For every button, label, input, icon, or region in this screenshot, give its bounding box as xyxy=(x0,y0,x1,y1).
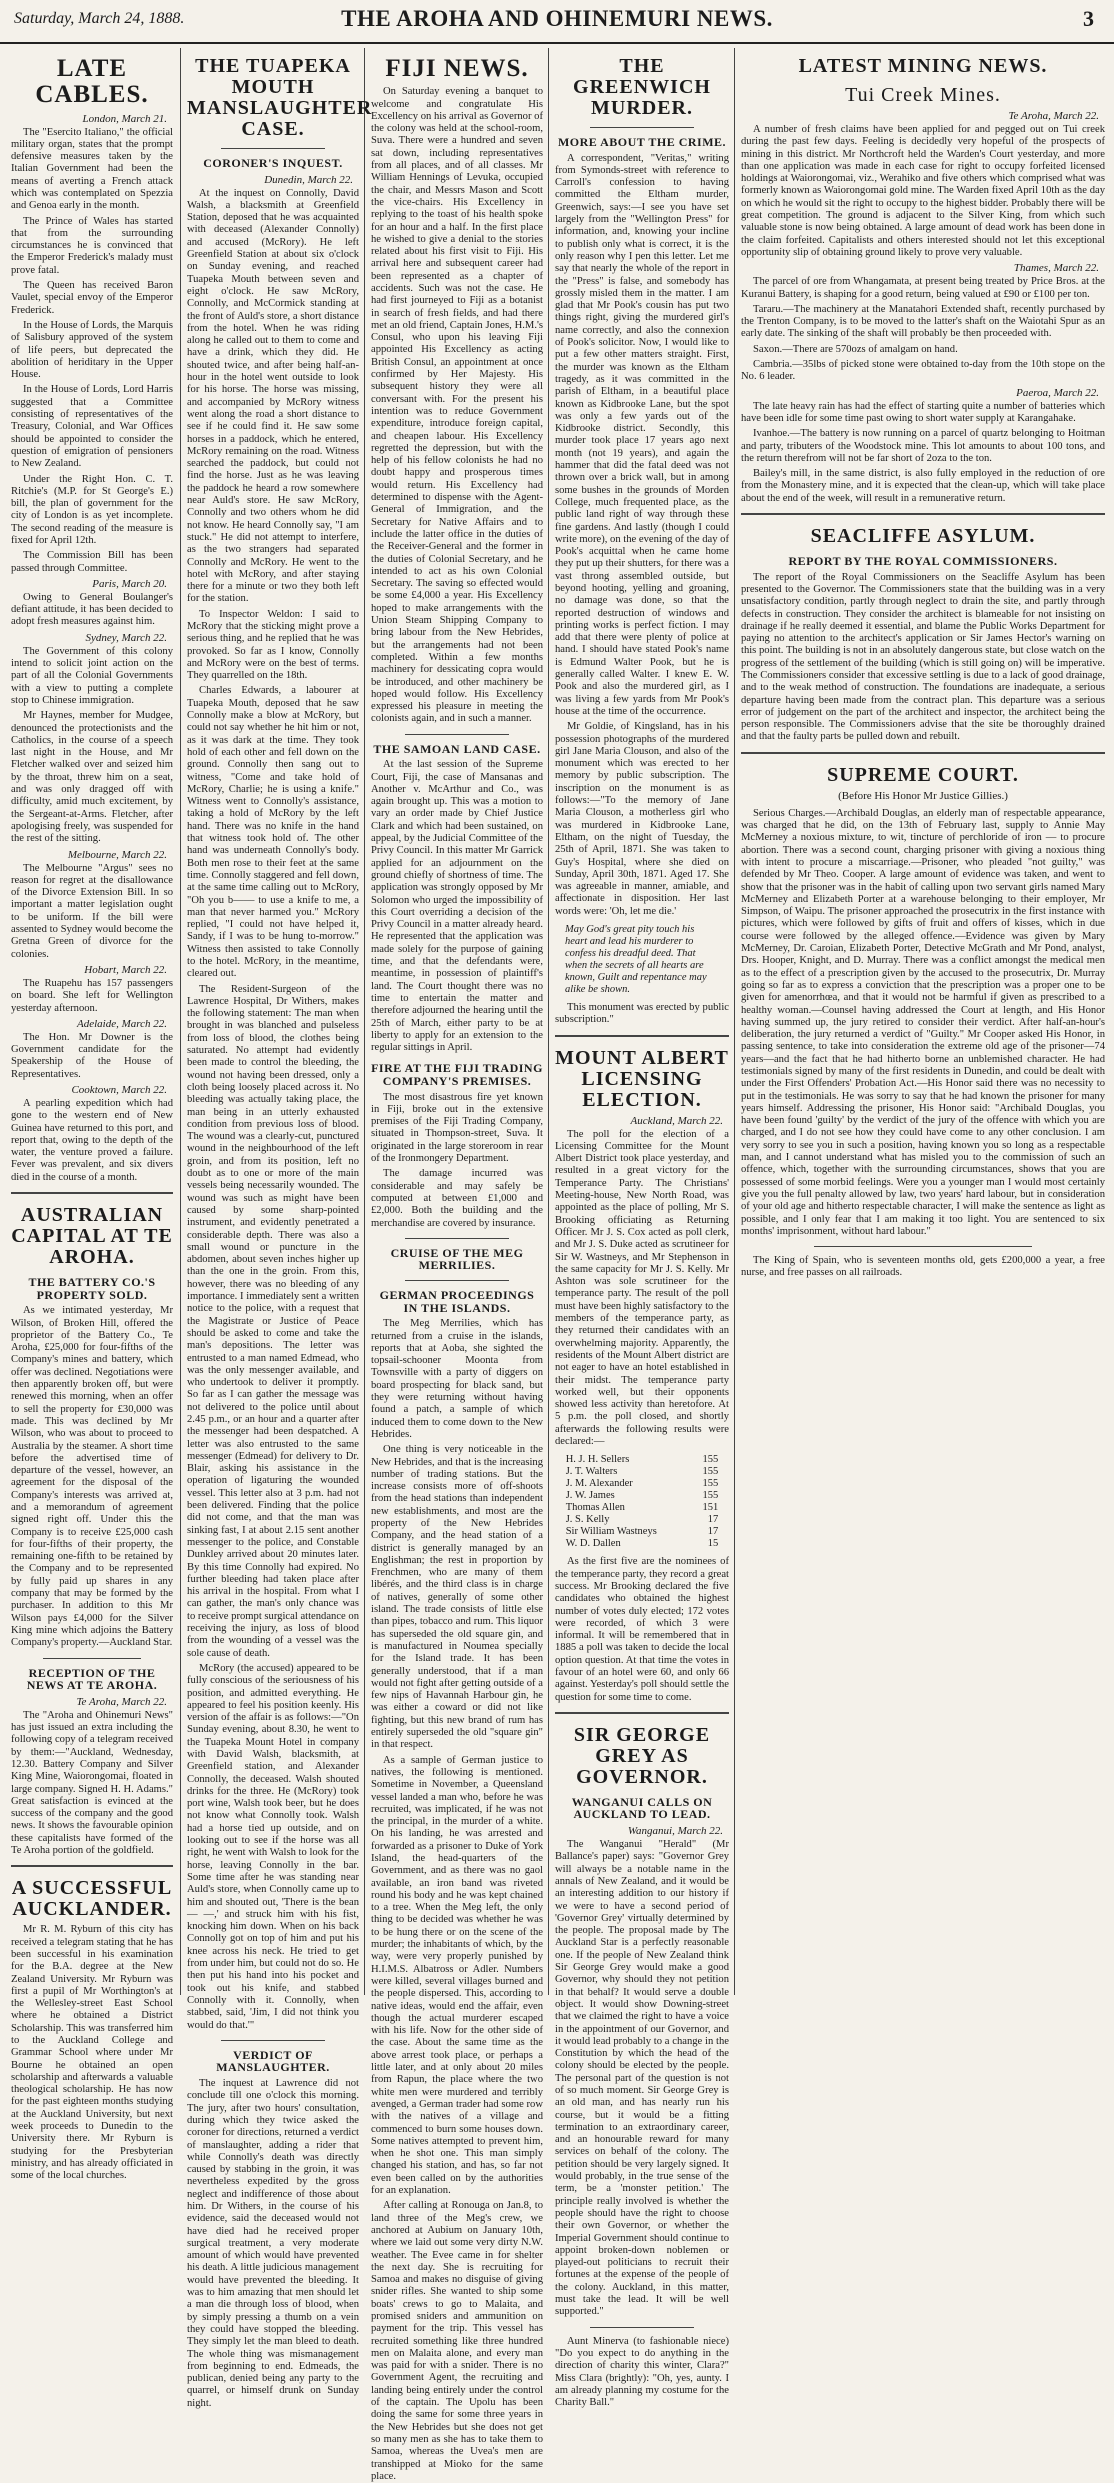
dateline: Thames, March 22. xyxy=(1013,262,1099,275)
dateline: London, March 21. xyxy=(82,112,167,125)
paragraph: This monument was erected by public subscription." xyxy=(555,1002,729,1026)
issue-date: Saturday, March 24, 1888. xyxy=(14,10,185,27)
paragraph: A number of fresh claims have been applied for and pegged out on Tui creek during the past few days. Feeling is decidedly very hopeful of the prospects of mining in this district. Mr Northcroft held the Warden's Court yesterday, and more than one application was made in each case for right to occupy forfeited licensed holdings at Waiorongomai, viz., Werahiko and five others which comprised what was formerly known as Waiorongomai gold mine. The Warden fixed April 10th as the day on which he would sit the right to occupy to the highest bidder. Probably there will be great competition. The ground is adjacent to the Silver King, from which such valuable stone is now being obtained. A large amount of dead work has been done in the claim forfeited. Capitalists and others interested should not let this exceptional opportunity slip of obtaining ground likely to prove very valuable. xyxy=(741,124,1105,258)
paragraph: Charles Edwards, a labourer at Tuapeka Mouth, deposed that he saw Connolly make a blow at McRory, but could not say whether he hit him or not, as it was dark at the time. They took hold of each other and fell down on the ground. Connolly then sang out to witness, "Come and take hold of McRory, Charlie; he is using a knife." Witness went to Connolly's assistance, taking a hold of McRory by the left hand. There was no knife in the hand that witness took hold of. The other hand was underneath Connolly's body. Both men rose to their feet at the same time. Connolly staggered and fell down, at the same time calling out to McRory, "Oh you b—— to use a knife to me, a man that never harmed you." McRory replied, "I could not have helped it, Sandy, if I was to be hung to-morrow." Witness then assisted to take Connolly to the hotel. McRory, in the meantime, cleared out. xyxy=(187,685,359,980)
paragraph: The "Aroha and Ohinemuri News" has just issued an extra including the following copy of a telegram received by them:—"Auckland, Wednesday, 12.30. Battery Company and Silver King Mine, Waiorongomai, floated in large company. Signed H. H. Adams." Great satisfaction is evinced at the success of the company and the good news. It shows the favourable opinion these capitalists have formed of the Te Aroha portion of the goldfield. xyxy=(11,1709,173,1857)
article-heading: SIR GEORGE GREY AS GOVERNOR. xyxy=(573,1723,711,1788)
divider xyxy=(221,148,324,149)
subheading: (Before His Honor Mr Justice Gillies.) xyxy=(838,789,1008,802)
paragraph: Serious Charges.—Archibald Douglas, an elderly man of respectable appearance, was charged that he did, on the 13th of February last, supply to Annie May McMerney a noxious mixture, to wit, tincture of perchloride of iron — to procure abortion. There was a second count, charging prisoner with giving a noxious thing with intent to procure a miscarriage.—Prisoner, who pleaded "not guilty," was defended by Mr Theo. Cooper. A large amount of evidence was taken, and went to show that the prisoner was in the habit of calling upon two servant girls named Mary McMerney and Elizabeth Porter at a warehouse belonging to their employer, Mr Simpson, of Waipu. The prisoner approached the prosecutrix in the first instance with pictures, which were followed by gifts of fruit and offers of kisses, which in due course were followed by the alleged offence.—Evidence was given by Mary McMerney, Dr. Caroian, Elizabeth Porter, Detective McGrath and Mr Pond, analyst, Drs. Hooper, Knight, and D. Murray. There was a conflict amongst the medical men as to the effect of a prescription given by the accused to the prosecutrix, Dr. Murray going so far as to express a conviction that the prescription was a proper one to be given for amenorrhœa, and that it would not be harmful if given as prescribed to a healthy woman.—Counsel having addressed the Court at length, and His Honor having summed up, the jury retired to consider their verdict. After half-an-hour's deliberation, the jury returned a verdict of "Guilty." Mr Cooper asked His Honor, in passing sentence, to take into consideration the extreme old age of the prisoner—74 years—and the fact that he had hitherto borne an unblemished character. He had testimonials signed by many of the first residents in Dunedin, and could be dealt with under the First Offenders' Probation Act.—His Honor said there was no necessity to put in the testimonials. He was sorry to say that he had known the prisoner for many years himself. Addressing the prisoner, His Honor said: "Archibald Douglas, you have been found 'guilty' by the verdict of the jury of the offence with which you are charged, and I do not see how they could have come to any other conclusion. I am very sorry to see you in such a position, having known you so long as a respectable man, and I cannot understand what has misled you to the commission of such an offence, which, together with the surrounding circumstances, shows that you are possessed of some morbid feelings. Were you a younger man I would most certainly give you the full penalty allowed by law, two years' hard labour, but in consideration of your old age and hitherto respectable character, I will make the sentence as light as possible, and I only fear that I am making it too light. You are sentenced to six months' imprisonment, without hard labour." xyxy=(741,807,1105,1237)
divider xyxy=(11,1865,173,1870)
article-heading: THE TUAPEKA MOUTH MANSLAUGHTER CASE. xyxy=(187,55,373,140)
paragraph: The King of Spain, who is seventeen months old, gets £200,000 a year, a free nurse, and free passes on all railroads. xyxy=(741,1255,1105,1279)
column-rule xyxy=(180,48,181,1995)
divider xyxy=(590,2327,694,2328)
subheading: CORONER'S INQUEST. xyxy=(203,156,343,170)
paragraph: The parcel of ore from Whangamata, at present being treated by Price Bros. at the Kuranui Battery, is shaping for a good return, being valued at £90 or £100 per ton. xyxy=(741,276,1105,300)
divider xyxy=(221,2040,324,2041)
paragraph: A pearling expedition which had gone to the western end of New Guinea have returned to this port, and report that, owing to the depth of the water, the venture proved a failure. Fever was prevalent, and six divers died in the course of a month. xyxy=(11,1097,173,1183)
paragraph: The poll for the election of a Licensing Committee for the Mount Albert District took place yesterday, and resulted in a great victory for the Temperance Party. The Christians' Meeting-house, New North Road, was appointed as the place of polling, Mr S. Brooking officiating as Returning Officer. Mr J. S. Cox acted as poll clerk, and Mr J. S. Duke acted as scrutineer for Sir W. Wastneys, and Mr Stephenson in the same capacity for Mr J. S. Kelly. Mr Ashton was sole scrutineer for the temperance party. The result of the poll must have been highly satisfactory to the members of the temperance party, as they returned their candidates with an overwhelming majority. Apparently, the residents of the Mount Albert district are not eager to have an hotel established in their midst. The temperance party worked well, but their opponents showed less activity than heretofore. At 5 p.m. the poll closed, and shortly afterwards the following results were declared:— xyxy=(555,1128,729,1448)
paragraph: The Ruapehu has 157 passengers on board. She left for Wellington yesterday afternoon. xyxy=(11,977,173,1014)
table-row xyxy=(564,1538,721,1550)
column-rule xyxy=(734,48,735,1995)
masthead xyxy=(0,0,1114,44)
paragraph: The late heavy rain has had the effect of starting quite a number of batteries which have been idle for some time past owing to short water supply at Karangahake. xyxy=(741,400,1105,424)
newspaper-title: THE AROHA AND OHINEMURI NEWS. xyxy=(341,6,773,31)
column-greenwich-murder xyxy=(550,48,734,2409)
paragraph: As a sample of German justice to natives, the following is mentioned. Sometime in November, a Queensland vessel landed a man who, before he was recruited, was implicated, if he was not the principal, in the murder of a white. On his landing, he was arrested and forwarded as a prisoner to Duke of York Island, the head-quarters of the Government, and as there was no gaol available, an iron band was riveted round his body and he was kept chained to a tree. When the Meg left, the only thing to be decided was whether he was to be hung there or on the scene of the murder; the inhabitants of which, by the way, were very properly punished by H.I.M.S. Albatross or Adler. Numbers were killed, several villages burned and the people dispersed. This, according to native ideas, would end the affair, even though the actual murderer escaped with his life. Now for the other side of the case. About the same time as the above arrest took place, or perhaps a little later, and at only about 20 miles from Rapun, the place where the two white men were murdered and terribly avenged, a German trader had some row with the natives of a village and commenced to burn some houses down. Some natives attempted to prevent him, when he shot one. This man simply changed his station, and has, so far not even been called on by the authorities for an explanation. xyxy=(371,1754,543,2197)
subheading: VERDICT OF MANSLAUGHTER. xyxy=(216,2047,330,2075)
dateline: Te Aroha, March 22. xyxy=(76,1695,167,1708)
article-heading: LATEST MINING NEWS. xyxy=(798,55,1048,77)
subheading: GERMAN PROCEEDINGS IN THE ISLANDS. xyxy=(379,1288,535,1315)
divider xyxy=(405,1238,508,1239)
column-tuapeka-case xyxy=(182,48,373,2409)
paragraph: Bailey's mill, in the same district, is also fully employed in the reduction of ore from the Monastery mine, and it is expected that the clean-up, which will take place about the end of the week, will result in a remunerative return. xyxy=(741,468,1105,504)
paragraph: The Wanganui "Herald" (Mr Ballance's paper) says: "Governor Grey will always be a notable name in the annals of New Zealand, and it would be an interesting addition to our history if we were to have a second period of 'Governor Grey' virtually determined by the people. The proposal made by The Auckland Star is a perfectly reasonable one. If the people of New Zealand think Sir George Grey would make a good Governor, why should they not petition in that behalf? It would serve a double object. It would show Downing-street that we claimed the right to have a voice in the appointment of our Governor, and it would lead probably to a change in the Constitution by which the head of the colony should be elected by the people. The personal part of the question is not of so much moment. Sir George Grey is an old man, and has nearly run his course, but it would be a fitting termination to an extraordinary career, and an honourable reward for many services on behalf of the colony. The petition should be very largely signed. It would probably, in the true sense of the term, be a 'monster petition.' The principle really involved is whether the people should have the right to choose their own Governor, or whether the Imperial Government should continue to appoint broken-down noblemen or played-out politicians to recruit their fortunes at the expense of the people of the colony. Auckland, in this matter, must take the lead. It will be well supported." xyxy=(555,1839,729,2318)
paragraph: At the last session of the Supreme Court, Fiji, the case of Mansanas and Another v. McArthur and Co., was again brought up. This was a motion to vary an order made by Chief Justice Clark and which had been sustained, on appeal, by the Judicial Committee of the Privy Council. In this matter Mr Garrick applied for an adjournment on the ground chiefly of shortness of time. The application was strongly opposed by Mr Solomon who urged the impossibility of this Court overriding a decision of the Privy Council in a matter already heard. He represented that the application was made solely for the purpose of gaining time, and that the defendants were, meantime, in possession of plaintiff's land. The Court thought there was no time to entertain the matter and therefore adjourned the hearing until the 25th of March, either party to be at liberty to apply for an extension to the regular sittings in April. xyxy=(371,759,543,1054)
article-heading: SEACLIFFE ASYLUM. xyxy=(810,525,1036,548)
subheading: THE BATTERY CO.'S PROPERTY SOLD. xyxy=(28,1275,156,1302)
table-row xyxy=(564,1502,721,1514)
paragraph: At the inquest on Connolly, David Walsh, a blacksmith at Greenfield Station, deposed that he was acquainted with deceased (Alexander Connolly) and accused (McRory). He left Greenfield Station at about six o'clock on Sunday evening, and reached Tuapeka Mouth between seven and eight o'clock. He saw McRory, Connolly, and McCormick standing at the front of Auld's store, a short distance from the hotel. When he was riding along he called out to them to come and have a drink, which they did. He shouted twice, and after being half-an-hour in the hotel went outside to look for his horse. The horse was missing, and accompanied by McRory witness went along the road a short distance to see if he could find it. He saw some horses in a paddock, which he entered, McRory remaining on the road. Witness searched the paddock, but could not find the horse. Just as he was leaving the paddock he heard a row somewhere near Auld's store. He saw McRory, Connolly and two others whom he did not know. He heard Connolly say, "I am stuck." He did not attempt to interfere, as the two strangers had separated Connolly and McRory. He went to the hotel with McRory, and after staying there for a minute or two they both left for the station. xyxy=(187,187,359,605)
candidate-name: Sir William Wastneys xyxy=(565,1526,657,1538)
paragraph: As we intimated yesterday, Mr Wilson, of Broken Hill, offered the proprietor of the Battery Co., Te Aroha, £25,000 for four-fifths of the Company's mines and battery, which offer was declined. Negotiations were then apparently broken off, but were renewed this morning, when an offer to sell the property for £30,000 was made. This was declined by Mr Wilson, who was about to proceed to Australia by the steamer. A short time before the advertised time of departure of the vessel, however, an agreement for the disposal of the Company's interests was arrived at, and a memorandum of agreement signed right off. Under this the Company is to receive £25,000 cash for four-fifths of their property, the remaining one-fifth to be retained by the Company and to be represented by fully paid up shares in any company that may be formed by the purchaser. In addition to this Mr Wilson pays £4,000 for the Silver King mine which adjoins the Battery Company's property.—Auckland Star. xyxy=(11,1305,173,1649)
paragraph: The most disastrous fire yet known in Fiji, broke out in the extensive premises of the Fiji Trading Company, situated in Thompson-street, Suva. It originated in the large storeroom in rear of the Ironmongery Department. xyxy=(371,1091,543,1165)
article-heading: LATE CABLES. xyxy=(35,55,149,109)
paragraph: Mr Haynes, member for Mudgee, denounced the protectionists and the Catholics, in the course of a speech last night in the House, and Mr Fletcher walked over and seized him by the throat, threw him on a seat, and was only dragged off with difficulty, amid much excitement, by the Sergeant-at-Arms. Fletcher, after apologising freely, was suspended for the rest of the sitting. xyxy=(11,710,173,845)
candidate-name: Thomas Allen xyxy=(565,1502,625,1514)
divider xyxy=(590,127,694,128)
table-row xyxy=(564,1490,721,1502)
column-mining-news xyxy=(736,48,1110,1995)
vote-count: 17 xyxy=(707,1526,719,1538)
article-heading: FIJI NEWS. xyxy=(385,55,529,82)
page-number: 3 xyxy=(1083,6,1094,31)
divider xyxy=(11,1192,173,1197)
vote-count: 151 xyxy=(702,1502,719,1514)
paragraph: In the House of Lords, Lord Harris suggested that a Committee consisting of representatives of the Treasury, Colonial, and War Offices should be appointed to consider the question of emigration of pensioners to New Zealand. xyxy=(11,384,173,470)
table-row xyxy=(564,1478,721,1490)
paragraph: Saxon.—There are 570ozs of amalgam on hand. xyxy=(753,343,958,355)
paragraph: The Commission Bill has been passed through Committee. xyxy=(11,550,173,574)
column-fiji-news xyxy=(366,48,548,2482)
subheading: REPORT BY THE ROYAL COMMISSIONERS. xyxy=(788,554,1058,569)
paragraph: Ivanhoe.—The battery is now running on a parcel of quartz belonging to Hoitman and party, tributers of the Woodstock mine. This lot amounts to about 100 tons, and the return therefrom will not be far short of 2oza to the ton. xyxy=(741,428,1105,464)
paragraph: The Government of this colony intend to solicit joint action on the part of all the Colonial Governments with a view to putting a complete stop to Chinese immigration. xyxy=(11,645,173,706)
paragraph: The Melbourne "Argus" sees no reason for regret at the disallowance of the Divorce Extension Bill. In so important a matter legislation ought to be uniform. If the bill were assented to Sydney would become the Gretna Green of divorce for the colonies. xyxy=(11,862,173,960)
vote-count: 17 xyxy=(707,1514,719,1526)
paragraph: The report of the Royal Commissioners on the Seacliffe Asylum has been presented to the Governor. The Commissioners state that the building was in a very unsatisfactory condition, partly through neglect to drain the site, and partly through defects in construction. They consider the architect is blameable for not insisting on drainage if he really deemed it essential, and blame the Public Works Department for paying no attention to the architect's application or Sir James Hector's warning on this point. The building is not in an absolutely dangerous state, but close watch on the progress of the settlement of the building (which is still going on) will be imperative. The Commissioners consider that excessive settling is due to a lack of good drainage, and to the weak method of construction. The foundations are inadequate, a serious departure having been made from the contract plan. This departure was a serious error of judgement on the part of the architect and inspector, the architect being the person responsible. The Commissioners advise that the site be thoroughly drained and that the faulty parts be pulled down and rebuilt. xyxy=(741,571,1105,743)
dateline: Adelaide, March 22. xyxy=(76,1017,167,1030)
table-row xyxy=(564,1466,721,1478)
paragraph: The "Esercito Italiano," the official military organ, states that the prompt defensive measures taken by the Italian Government had been the means of averting a French attack which was contemplated on Spezzia and Genoa early in the month. xyxy=(11,126,173,212)
dateline: Paeroa, March 22. xyxy=(1016,386,1099,399)
divider xyxy=(814,1246,1032,1247)
paragraph: The Queen has received Baron Vaulet, special envoy of the Emperor Frederick. xyxy=(11,280,173,316)
paragraph: Tararu.—The machinery at the Manatahori Extended shaft, recently purchased by the Trenton Company, is to be moved to the latter's shaft on the Waiotahi Spur as an early date. The sinking of the shaft will probably be then proceeded with. xyxy=(741,303,1105,340)
paragraph: In the House of Lords, the Marquis of Salisbury approved of the system of life peers, but deprecated the abolition of heriditary in the Upper House. xyxy=(11,319,173,381)
paragraph: The Meg Merrilies, which has returned from a cruise in the islands, reports that at Aoba, she sighted the topsail-schooner Moonta from Townsville with a party of diggers on board prospecting for black sand, but they were returning without having found a patch, a sample of which induced them to come down to the New Hebrides. xyxy=(371,1318,543,1440)
paragraph: The Hon. Mr Downer is the Government candidate for the Speakership of the House of Representatives. xyxy=(11,1031,173,1080)
subheading: WANGANUI CALLS ON AUCKLAND TO LEAD. xyxy=(571,1794,713,1822)
dateline: Te Aroha, March 22. xyxy=(1008,110,1099,122)
dateline: Auckland, March 22. xyxy=(630,1114,723,1127)
paragraph: Aunt Minerva (to fashionable niece) "Do you expect to do anything in the direction of charity this winter, Clara?" Miss Clara (brightly): "Oh, yes, aunty. I am already planning my costume for the Charity Ball." xyxy=(555,2335,729,2409)
paragraph: The Prince of Wales has started that from the surrounding circumstances he is convinced that the Emperor Frederick's malady must prove fatal. xyxy=(11,215,173,276)
poll-results-table xyxy=(564,1454,721,1550)
table-row xyxy=(564,1514,721,1526)
candidate-name: J. T. Walters xyxy=(565,1466,618,1478)
divider xyxy=(405,734,508,735)
dateline: Paris, March 20. xyxy=(92,577,167,590)
column-rule xyxy=(548,48,549,1995)
divider xyxy=(43,1658,140,1659)
article-subtitle: Tui Creek Mines. xyxy=(845,84,1001,106)
candidate-name: J. S. Kelly xyxy=(565,1514,610,1526)
table-row xyxy=(564,1454,721,1466)
article-heading: AUSTRALIAN CAPITAL AT TE AROHA. xyxy=(11,1204,173,1269)
candidate-name: W. D. Dallen xyxy=(565,1538,621,1550)
candidate-name: J. W. James xyxy=(565,1490,615,1502)
vote-count: 155 xyxy=(702,1490,719,1502)
vote-count: 155 xyxy=(702,1454,719,1466)
paragraph: McRory (the accused) appeared to be fully conscious of the seriousness of his position, and admitted everything. He appeared to feel his position keenly. His version of the affair is as follows:—"On Sunday evening, about 8.30, he went to the Tuapeka Mount Hotel in company with David Walsh, blacksmith, at Greenfield station, and Alexander Connolly, the deceased. Walsh shouted drinks for the three. He (McRory) took port wine, Walsh took beer, but he does not know what Connolly took. Walsh had a horse tied up outside, and on looking out to see if the horse was all right, he went with Walsh to look for the horse, leaving Connolly in the bar. Some time after he was standing near Auld's store, when Connolly came up to him and shouted out, 'There is the bean — —,' and struck him with his fist, knocking him down. When on his back Connolly got on top of him and put his knee across his neck. He tried to get from under him, but could not do so. He then put his hand into his pocket and took out his knife, and stabbed Connolly with it. Connolly, when stabbed, said, 'Jim, I did not think you would do that.'" xyxy=(187,1662,359,2031)
divider xyxy=(741,513,1105,518)
paragraph: On Saturday evening a banquet to welcome and congratulate His Excellency on his arrival as Governor of the colony was held at the school-room, Suva. There were a hundred and seven sat down, including representatives from all places, and of all classes. Mr William Hennings of Levuka, occupied the chair, and Messrs Mason and Scott the vice-chairs. His Excellency in replying to the toast of his health spoke for an hour and a half. In the first place he wished to give a denial to the stories related about his first visit to Fiji. His arrival here and subsequent career had been represented as a chapter of accidents. Such was not the case. He had first journeyed to Fiji as a botanist in search of fresh fields, and had there met an old friend, Captain Jones, H.M.'s Consul, who upon his leaving Fiji appointed His Excellency as acting British Consul, an appointment at once confirmed by Her Majesty. His subsequent history they were all conversant with. For the present his intention was to reduce Government expenditure, introduce foreign capital, and cheapen labour. His Excellency regretted the depression, but with the help of his fellow colonists he had no doubt happy and prosperous times would return. His Excellency had determined to dispense with the Agent-General of Immigration, and the Secretary for Native Affairs and to include the latter office in the duties of the Receiver-General and the former in the duties of Colonial Secretary, and he intended to act as his own Colonial Secretary. The saving so effected would be some £4,000 a year. His Excellency hoped to make arrangements with the Union Steam Shipping Company to bring labour from the New Hebrides, but the arrangements had not been completed. Within a few months machinery for dessicating copra would be introduced, and other machinery be hoped would follow. His Excellency expressed his pleasure in meeting the colonists again, and in such a manner. xyxy=(371,86,543,725)
paragraph: After calling at Ronouga on Jan.8, to land three of the Meg's crew, we anchored at Aubium on January 10th, where we laid out some very dirty N.W. weather. The Evee came in for shelter the next day. She is recruiting for Samoa and makes no disguise of giving snider rifles. She wanted to ship some boats' crews to go to Malaita, and promised sniders and ammunition on payment for the trip. This vessel has recruited something like three hundred men on Malaita alone, and every man was paid for with a snider. There is no Government Agent, the recruiting and landing being entirely under the control of the captain. The Upolu has been doing the same for some three years in the New Hebrides but she does not get so many men as she has to take them to Samoa, whereas the Uvea's men are transhipped at Mioko for the same place. xyxy=(371,2200,543,2482)
vote-count: 155 xyxy=(702,1466,719,1478)
paragraph: A correspondent, "Veritas," writing from Symonds-street with reference to Carroll's confession to having committed the Eltham murder, Greenwich, says:—I see you have set largely from the "Wellington Press" for information, and, knowing your incline to publish only what is correct, it is the only reason why I pen this letter. Let me say that nearly the whole of the report in the "Press" is false, and somebody has grossly misled them in the matter. I am glad that Mr Pook's cousin has put two things right, giving the murdered girl's name correctly, and also the connexion of Pook's solicitor. Now, I would like to put a few other matters straight. First, the murder was known as the Eltham tragedy, as it was committed in the parish of Eltham, in a beautiful place known as Kidbrooke Lane, but the spot was only a few yards out of the Kidbrooke district. Secondly, this murder took place 17 years ago next month (not 19 years), and again the hammer that did the fatal deed was not thrown over a brick wall, but in among some bushes in the grounds of Morden College, much frequented place, as the public land right of way through these fine gardens. And lastly (though I could write more), on the evening of the day of Pook's acquittal when he came home they put up their shutters, for there was a vast throng assembled outside, but beyond hooting, yelling and groaning, no damage was done, so that the reported destruction of windows and printing works is perfect fiction. I may add that there were plenty of police at hand. I should have stated Pook's name is Edmund Walter Pook, but he is generally called Walter. I knew E. W. Pook and also the murdered girl, as I was living a few yards from Mr Pook's house at the time of the occurrence. xyxy=(555,152,729,717)
paragraph: The damage incurred was considerable and may safely be computed at between £1,000 and £2,000. Both the building and the merchandise are covered by insurance. xyxy=(371,1168,543,1229)
column-rule xyxy=(364,48,365,1995)
article-heading: THE GREENWICH MURDER. xyxy=(573,55,711,119)
candidate-name: H. J. H. Sellers xyxy=(565,1454,630,1466)
article-heading: A SUCCESSFUL AUCKLANDER. xyxy=(11,1877,173,1921)
dateline: Sydney, March 22. xyxy=(85,631,167,644)
paragraph: One thing is very noticeable in the New Hebrides, and that is the increasing number of trading stations. But the increase consists more of off-shoots from the head stations than independent new establishments, and most are the property of the New Hebrides Company, and the head station of a district is generally managed by an Englishman; the rest in proportion by Frenchmen, who are many of them libérés, and the third class is in charge of natives, generally of some other island. The trade consists of little else than pipes, tobacco and rum. This liquor has superseded the old square gin, and is manufactured in Noumea specially for the Island trade. It has been generally understood, that if a man would not fight after getting outside of a few nips of Havannah Harbour gin, he was either a coward or did not like fighting, but this new brand of rum has entirely superseded the old "square gin" in that respect. xyxy=(371,1444,543,1751)
subheading: FIRE AT THE FIJI TRADING COMPANY'S PREMISES. xyxy=(371,1061,543,1088)
paragraph: To Inspector Weldon: I said to McRory that the sticking might prove a serious thing, and he replied that he was provoked. So far as I know, Connolly and McRory were on the best of terms. They quarrelled on the 18th. xyxy=(187,608,359,682)
paragraph: The inquest at Lawrence did not conclude till one o'clock this morning. The jury, after two hours' consultation, during which they twice asked the coroner for directions, returned a verdict of manslaughter, adding a rider that while Connolly's death was directly caused by stabbing in the groin, it was nevertheless expedited by the gross neglect and indifference of those about him. Dr Withers, in the course of his evidence, said the deceased would not have died had he received proper surgical treatment, a very moderate amount of which would have prevented his death. A little judicious management would have prevented the bleeding. It was to him amazing that men should let a man die through loss of blood, when by simply pressing a thumb on a vein they could have stopped the bleeding. They simply let the man bleed to death. The whole thing was mismanagement from beginning to end. Edmeads, the publican, denied being any party to the quarrel, or himself drunk on Sunday night. xyxy=(187,2078,359,2409)
paragraph: Owing to General Boulanger's defiant attitude, it has been decided to adopt fresh measures against him. xyxy=(11,591,173,628)
vote-count: 155 xyxy=(702,1478,719,1490)
epitaph-verse: May God's great pity touch his heart and lead his murderer to confess his dreadful deed. That when the secrets of all hearts are known, Guilt and repentance may alike be shown. xyxy=(565,924,707,995)
subheading: MORE ABOUT THE CRIME. xyxy=(557,135,727,149)
divider xyxy=(741,752,1105,757)
dateline: Dunedin, March 22. xyxy=(264,173,353,186)
subheading: THE SAMOAN LAND CASE. xyxy=(373,741,541,756)
table-row xyxy=(564,1526,721,1538)
dateline: Cooktown, March 22. xyxy=(71,1083,167,1096)
paragraph: Mr R. M. Ryburn of this city has received a telegram stating that he has been successful in his examination for the B.A. degree at the New Zealand University. Mr Ryburn was first a pupil of Mr Worthington's at the Wellesley-street East School where he obtained a District Scholarship. This was transferred him to the Auckland College and Grammar School where under Mr Bourne he obtained an open scholarship and afterwards a valuable theological scholarship. He has now for the past eighteen months studying at the Auckland University, but next week proceeds to Dunedin to the University there. Mr Ryburn is studying for the Presbyterian ministry, and has already officiated in some of the local churches. xyxy=(11,1924,173,2182)
article-heading: SUPREME COURT. xyxy=(827,763,1019,786)
divider xyxy=(555,1035,729,1040)
paragraph: The Resident-Surgeon of the Lawrence Hospital, Dr Withers, makes the following statement: The man when brought in was blanched and pulseless from loss of blood, the clothes being saturated. No attempt had evidently been made to control the bleeding, the wound not having been dressed, only a cloth being loosely placed across it. No bleeding was actually taking place, the man being in an utterly exhausted condition from previous loss of blood. The wound was a clearly-cut, punctured wound in the neighbourhood of the left groin, and from its position, left no doubt as to one or more of the main vessels being necessarily wounded. The wound was such as might have been caused by some sharp-pointed instrument, and evidently penetrated a considerable depth. There was also a small wound or puncture in the abdomen, about seven inches higher up than the one in the groin. From this, however, there was no bleeding of any importance. I immediately sent a written notice to the police, with a request that the Magistrate or Justice of Peace should be asked to come and take the man's depositions. The letter was entrusted to a man named Edmead, who was the only messenger available, and who undertook to deliver it promptly. So far as I can gather the message was not delivered to the police until about 2.45 p.m., or an hour and a quarter after the messenger had been despatched. A letter was also entrusted to the same messenger (Edmead) for delivery to Dr. Blair, asking his assistance in the operation of ligaturing the wounded vessel. This letter also at 3 p.m. had not been delivered. Finding that the police did not come, and that the man was sinking fast, I at about 2.15 sent another messenger to the police, and Constable Dunkley arrived about 20 minutes later. By this time Connolly had expired. No further bleeding had taken place after his arrival in the hospital. From what I can gather, the man's only chance was to receive prompt surgical attendance on receiving the injury, as loss of blood from the wounding of a vessel was the sole cause of death. xyxy=(187,983,359,1659)
divider xyxy=(555,1712,729,1717)
column-late-cables xyxy=(6,48,178,2182)
subheading: CRUISE OF THE MEG MERRILIES. xyxy=(390,1245,524,1273)
paragraph: Mr Goldie, of Kingsland, has in his possession photographs of the murdered girl Jane Maria Clouson, and also of the monument which was erected to her memory by public subscription. The inscription on the monument is as follows:—"To the memory of Jane Maria Clouson, a motherless girl who was murdered in Kidbrooke Lane, Eltham, on the night of Tuesday, the 25th of April, 1871. She was taken to Guy's Hospital, where she died on Sunday, April 30th, 1871. Aged 17. She was agreeable in manner, amiable, and affectionate in disposition. Her last words were: 'Oh, let me die.' xyxy=(555,721,729,917)
dateline: Melbourne, March 22. xyxy=(67,848,167,861)
paragraph: Under the Right Hon. C. T. Ritchie's (M.P. for St George's E.) bill, the plan of government for the city of London is as yet incomplete. The second reading of the measure is fixed for April 12th. xyxy=(11,473,173,546)
dateline: Wanganui, March 22. xyxy=(627,1825,723,1838)
dateline: Hobart, March 22. xyxy=(84,963,167,976)
subheading: RECEPTION OF THE NEWS AT TE AROHA. xyxy=(26,1665,158,1693)
divider xyxy=(405,1280,508,1281)
article-heading: MOUNT ALBERT LICENSING ELECTION. xyxy=(555,1046,729,1111)
paragraph: As the first five are the nominees of the temperance party, they record a great success. Mr Brooking declared the five candidates who obtained the highest number of votes duly elected; 172 votes were recorded, of which 3 were informal. It will be remembered that in 1885 a poll was taken to decide the local option question. At that time the votes in favour of an hotel were 60, and only 66 against. Yesterday's poll should settle the question for some time to come. xyxy=(555,1556,729,1703)
vote-count: 15 xyxy=(707,1538,719,1550)
paragraph: Cambria.—35lbs of picked stone were obtained to-day from the 10th stope on the No. 6 leader. xyxy=(741,359,1105,383)
candidate-name: J. M. Alexander xyxy=(565,1478,633,1490)
